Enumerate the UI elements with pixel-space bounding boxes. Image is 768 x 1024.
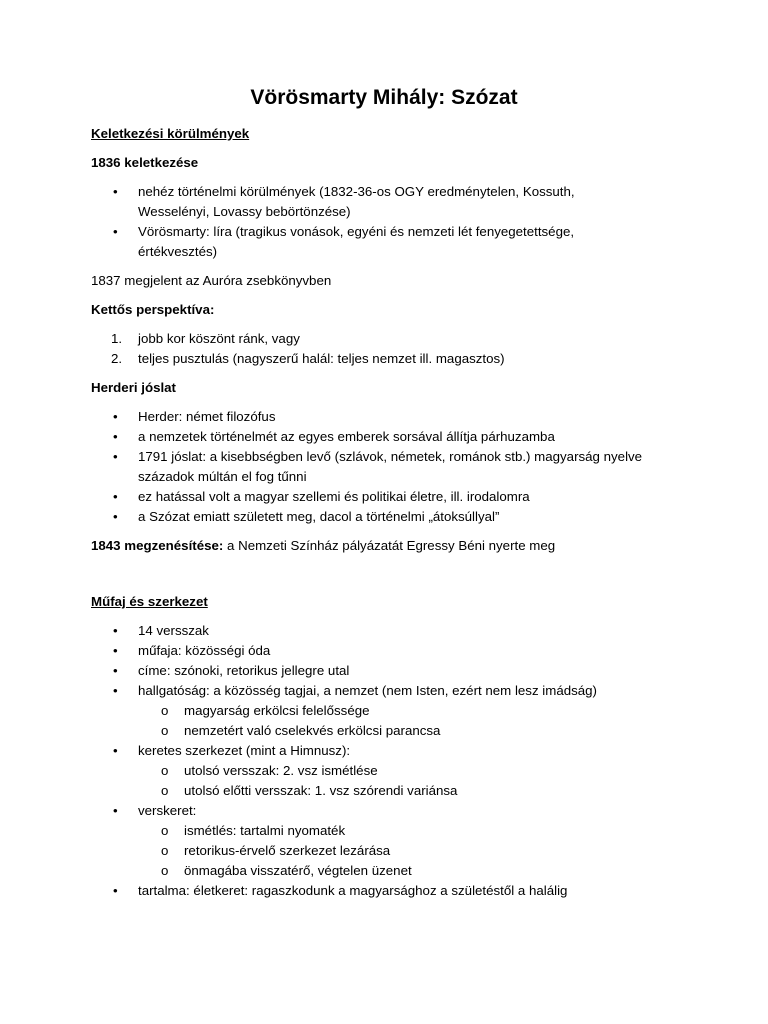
list-item-continuation: [91, 202, 691, 222]
list-item-text: ez hatással volt a magyar szellemi és politikai életre, ill. irodalomra: [138, 489, 530, 504]
list-item-text: 14 versszak: [138, 623, 209, 638]
list-item: [91, 881, 691, 901]
list-item-text: címe: szónoki, retorikus jellegre utal: [138, 663, 350, 678]
list-item-text: a Szózat emiatt született meg, dacol a történelmi „átoksúllyal”: [138, 509, 500, 524]
list-item-text: Herder: német filozófus: [138, 409, 276, 424]
bullet-icon: •: [113, 184, 118, 199]
list-item: [91, 661, 691, 681]
list-item-text: keretes szerkezet (mint a Himnusz):: [138, 743, 351, 758]
bullet-icon: •: [113, 663, 118, 678]
published-line: 1837 megjelent az Auróra zsebkönyvben: [91, 273, 332, 288]
sub-list-item: [91, 701, 691, 721]
premiere-text: a Nemzeti Színház pályázatát Egressy Béni nyerte meg: [223, 538, 556, 553]
bullet-icon: •: [113, 224, 118, 239]
circle-bullet-icon: o: [161, 763, 169, 778]
list-item: [91, 182, 691, 202]
list-item: [91, 222, 691, 242]
document-title: Vörösmarty Mihály: Szózat: [250, 86, 518, 109]
bullet-icon: •: [113, 623, 118, 638]
list-item: [91, 407, 691, 427]
list-item-text: nehéz történelmi körülmények (1832-36-os OGY eredménytelen, Kossuth,: [138, 184, 575, 199]
list-item: [91, 329, 691, 349]
list-item-text: a nemzetek történelmét az egyes emberek sorsával állítja párhuzamba: [138, 429, 555, 444]
sub-list-item: [91, 861, 691, 881]
herder-heading: Herderi jóslat: [91, 380, 176, 395]
list-item-text: hallgatóság: a közösség tagjai, a nemzet (nem Isten, ezért nem lesz imádság): [138, 683, 597, 698]
list-number: 1.: [111, 331, 123, 346]
year-line: 1836 keletkezése: [91, 155, 199, 170]
section-heading-genre: [91, 592, 691, 612]
list-item-text: verskeret:: [138, 803, 197, 818]
sub-list-item: [91, 781, 691, 801]
circle-bullet-icon: o: [161, 843, 169, 858]
list-item: [91, 487, 691, 507]
herder-list: [91, 407, 691, 527]
list-item-text: önmagába visszatérő, végtelen üzenet: [184, 863, 412, 878]
circle-bullet-icon: o: [161, 783, 169, 798]
list-item-text: műfaja: közösségi óda: [138, 643, 271, 658]
circle-bullet-icon: o: [161, 823, 169, 838]
bullet-icon: •: [113, 883, 118, 898]
genre-list: [91, 621, 691, 901]
list-item: [91, 641, 691, 661]
origin-heading-text: Keletkezési körülmények: [91, 126, 250, 141]
list-item: [91, 507, 691, 527]
list-item: [91, 621, 691, 641]
list-item: [91, 349, 691, 369]
bullet-icon: •: [113, 409, 118, 424]
sub-list-item: [91, 821, 691, 841]
list-item-text: nemzetért való cselekvés erkölcsi parancsa: [184, 723, 441, 738]
circle-bullet-icon: o: [161, 723, 169, 738]
list-item-continuation: [91, 242, 691, 262]
list-item: [91, 447, 691, 467]
document-body: [91, 124, 691, 901]
list-item-text: retorikus-érvelő szerkezet lezárása: [184, 843, 391, 858]
list-item-text: tartalma: életkeret: ragaszkodunk a magyarsághoz a születéstől a halálig: [138, 883, 568, 898]
list-item-continuation: [91, 467, 691, 487]
list-item-text: magyarság erkölcsi felelőssége: [184, 703, 370, 718]
list-item-text: századok múltán el fog tűnni: [138, 469, 307, 484]
bullet-icon: •: [113, 683, 118, 698]
list-item-text: Wesselényi, Lovassy bebörtönzése): [138, 204, 351, 219]
bullet-icon: •: [113, 643, 118, 658]
list-item: [91, 801, 691, 821]
list-item-text: utolsó előtti versszak: 1. vsz szórendi variánsa: [184, 783, 458, 798]
premiere-label: 1843 megzenésítése:: [91, 538, 224, 553]
section-heading-origin: [91, 124, 691, 144]
perspective-list: [91, 329, 691, 369]
list-item: [91, 741, 691, 761]
sub-list-item: [91, 841, 691, 861]
bullet-icon: •: [113, 489, 118, 504]
list-item-text: jobb kor köszönt ránk, vagy: [138, 331, 300, 346]
premiere-line: [91, 536, 691, 556]
bullet-icon: •: [113, 743, 118, 758]
list-item-text: értékvesztés): [138, 244, 218, 259]
list-item-text: 1791 jóslat: a kisebbségben levő (szlávok, németek, románok stb.) magyarság nyelve: [138, 449, 643, 464]
bullet-icon: •: [113, 429, 118, 444]
list-item-text: ismétlés: tartalmi nyomaték: [184, 823, 346, 838]
circle-bullet-icon: o: [161, 863, 169, 878]
origin-bullet-list: [91, 182, 691, 262]
list-item-text: utolsó versszak: 2. vsz ismétlése: [184, 763, 378, 778]
list-item-text: teljes pusztulás (nagyszerű halál: teljes nemzet ill. magasztos): [138, 351, 505, 366]
list-item-text: Vörösmarty: líra (tragikus vonások, egyéni és nemzeti lét fenyegetettsége,: [138, 224, 575, 239]
sub-list-item: [91, 761, 691, 781]
circle-bullet-icon: o: [161, 703, 169, 718]
perspective-heading: Kettős perspektíva:: [91, 302, 215, 317]
list-item: [91, 427, 691, 447]
list-number: 2.: [111, 351, 123, 366]
bullet-icon: •: [113, 449, 118, 464]
list-item: [91, 681, 691, 701]
genre-heading-text: Műfaj és szerkezet: [91, 594, 208, 609]
bullet-icon: •: [113, 803, 118, 818]
sub-list-item: [91, 721, 691, 741]
bullet-icon: •: [113, 509, 118, 524]
